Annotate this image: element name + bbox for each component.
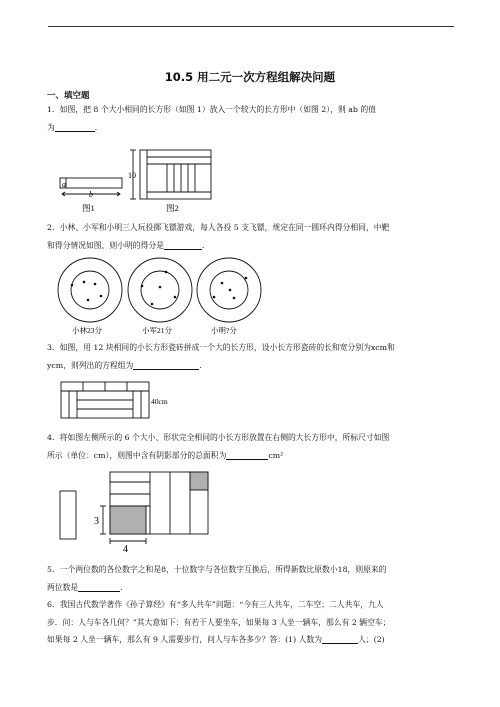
shaded-region-2 — [190, 472, 208, 490]
question-6-suffix: 人；(2) — [358, 635, 385, 644]
section-heading: 一、填空题 — [47, 91, 90, 101]
question-6-line-3 — [47, 631, 457, 649]
dartboard-1-caption: 小林23分 — [72, 326, 102, 335]
question-4-suffix: cm² — [268, 450, 284, 460]
question-6 — [47, 596, 457, 649]
fig2-dimension: 10 — [128, 171, 136, 180]
dartboard-3-caption: 小明?分 — [211, 326, 237, 335]
question-2-prefix: 和得分情况如图，则小明的得分是 — [47, 240, 164, 250]
question-4-prefix: 所示（单位：cm），则图中含有阴影部分的总面积为 — [47, 450, 227, 460]
dartboard-2-caption: 小军21分 — [142, 326, 172, 335]
question-1-suffix: . — [94, 122, 98, 132]
fig2-caption: 图2 — [166, 203, 179, 213]
fig1-caption: 图1 — [82, 203, 95, 213]
question-1-prefix: 为 — [47, 122, 55, 132]
tile-dimension: 40cm — [151, 397, 168, 406]
question-5-line-2 — [47, 579, 457, 597]
question-5-suffix: . — [120, 582, 123, 592]
question-4-line-1: 4．将如图左侧所示的 6 个大小、形状完全相同的小长方形放置在右侧的大长方形中，所标尺寸如图 — [47, 433, 390, 442]
question-5 — [47, 561, 457, 596]
answer-blank-5[interactable] — [78, 580, 123, 592]
page-title: 10.5 用二元一次方程组解决问题 — [164, 70, 336, 84]
question-2-suffix: . — [201, 240, 205, 250]
question-6-line-1: 6．我国古代数学著作《孙子算经》有“多人共车”问题：“今有三人共车，二车空；二人共车，九人 — [47, 600, 384, 609]
fig1-label-a: a — [62, 180, 66, 189]
question-3-line-1: 3．如图，用 12 块相同的小长方形瓷砖拼成一个大的长方形，设小长方形瓷砖的长和宽分别为xcm和 — [47, 343, 395, 352]
question-6-prefix: 如果每 2 人坐一辆车，那么有 9 人需要步行，问人与车各多少？答：(1) 人数为 — [47, 635, 323, 644]
question-3-prefix: ycm，则列出的方程组为 — [47, 360, 134, 370]
small-rectangle — [60, 491, 76, 539]
answer-blank-6[interactable] — [322, 632, 358, 644]
fig1-label-b: b — [89, 190, 93, 199]
question-3-suffix: . — [199, 360, 202, 370]
question-2-line-1: 2．小林、小军和小明三人玩投掷飞镖游戏，每人各投 5 支飞镖，规定在同一圆环内得分相同，中靶 — [47, 223, 390, 232]
question-1-line-1: 1．如图，把 8 个大小相同的长方形（如图 1）放入一个较大的长方形中（如图 2），则 ab 的值 — [47, 105, 376, 114]
question-6-line-2: 步．问：人与车各几何？”其大意如下：有若干人要坐车，如果每 3 人坐一辆车，那么有 2 辆空车； — [47, 617, 391, 627]
question-5-line-1: 5．一个两位数的各位数字之和是8，十位数字与各位数字互换后，所得新数比原数小18，则原来的 — [47, 565, 387, 574]
dimension-label-4: 4 — [123, 544, 128, 555]
shaded-region-1 — [110, 506, 146, 534]
dimension-label-3: 3 — [94, 516, 99, 527]
question-5-prefix: 两位数是 — [47, 582, 79, 592]
